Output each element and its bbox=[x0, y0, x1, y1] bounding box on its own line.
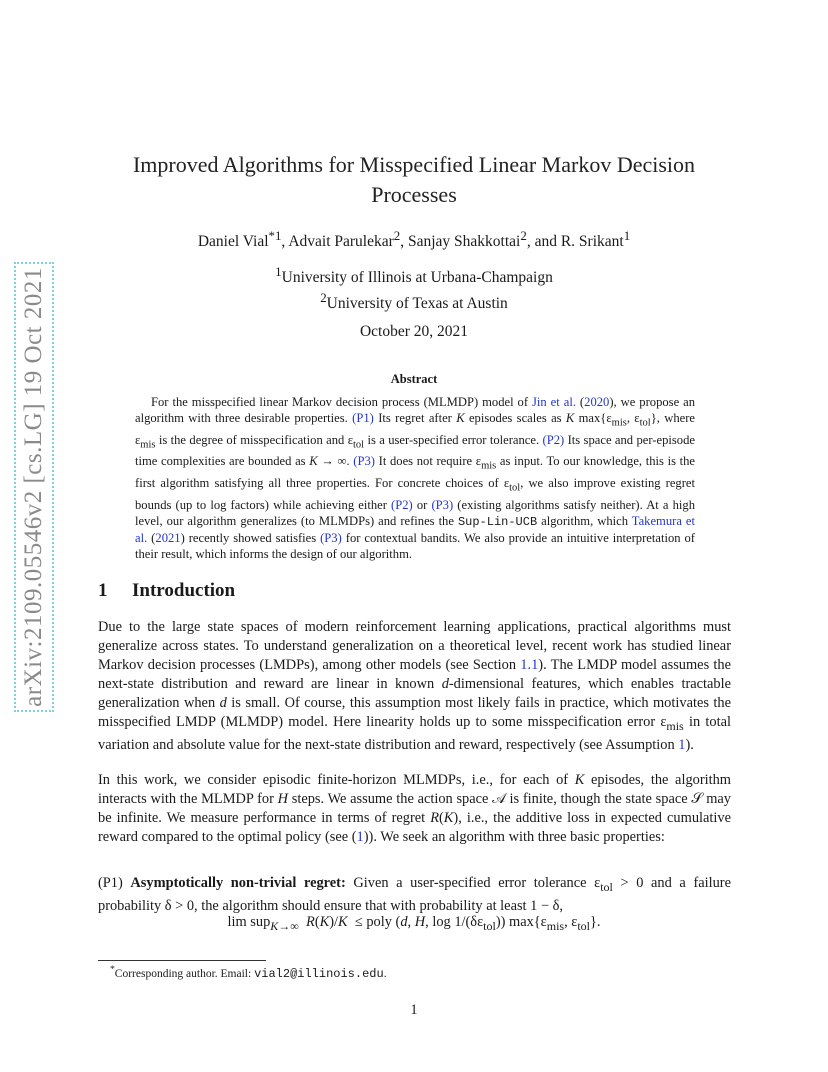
abstract-heading: Abstract bbox=[390, 372, 438, 386]
arxiv-side-stamp bbox=[14, 262, 54, 712]
footnote: *Corresponding author. Email: vial2@illinois.edu. bbox=[110, 964, 387, 981]
arxiv-identifier: arXiv:2109.05546v2 [cs.LG] 19 Oct 2021 bbox=[20, 267, 47, 707]
citation-link[interactable]: Jin et al. bbox=[532, 395, 576, 409]
footnote-rule bbox=[98, 960, 266, 961]
email-link[interactable]: vial2@illinois.edu bbox=[254, 966, 384, 981]
property-p1-paragraph: (P1) Asymptotically non-trivial regret: Given a user-specified error tolerance $\varepsilon_{tol} > 0$ and a failure probability δ > 0, the algorithm should ensure that with probability at least 1 − δ, bbox=[98, 875, 731, 914]
property-p2-link[interactable]: (P2) bbox=[391, 497, 413, 512]
abstract-body: For the misspecified linear Markov decision process (MLMDP) model of Jin et al. (2020), we propose an algorithm with three desirable properties. (P1) Its regret after K episodes scales as K $\max\{\varepsilon_{mis}$, $\varepsilon_{tol}$}, where $\varepsilon_{mis}$ is the degree of misspecification and $\varepsilon_{tol}$ is a user-specified error tolerance. (P2) Its space and per-episode time complexities are bounded as K → ∞. (P3) It does not require $\varepsilon_{mis}$ as input. To our knowledge, this is the first algorithm satisfying all three properties. For concrete choices of $\varepsilon_{tol}$, we also improve existing regret bounds (up to log factors) while achieving either (P2) or (P3) (existing algorithms satisfy neither). At a high level, our algorithm generalizes (to MLMDPs) and refines the Sup-Lin-UCB algorithm, which Takemura et al. (2021) recently showed satisfies (P3) for contextual bandits. We also provide an intuitive interpretation of their result, which informs the design of our algorithm. bbox=[135, 395, 696, 561]
assumption-ref-link[interactable]: 1 bbox=[678, 737, 686, 754]
intro-paragraph-1: Due to the large state spaces of modern reinforcement learning applications, practical algorithms must generalize across states. To understand generalization on a theoretical level, recent work has studied linear Markov decision processes (LMDPs), among other models (see Section 1.1). The LMDP model assumes the next-state distribution and reward are linear in known d-dimensional features, which enables tractable generalization when d is small. Of course, this assumption most likely fails in practice, which motivates the misspecified LMDP (MLMDP) model. Here linearity holds up to some misspecification error $\varepsilon_{mis}$ in total variation and absolute value for the next-state distribution and reward, respectively (see Assumption 1). bbox=[98, 619, 731, 754]
citation-year-link[interactable]: 2020 bbox=[584, 395, 610, 409]
affiliation-1: $^1$University of Illinois at Urbana-Champaign bbox=[275, 264, 553, 287]
property-p3-link[interactable]: (P3) bbox=[431, 497, 454, 512]
intro-paragraph-2: In this work, we consider episodic finite-horizon MLMDPs, i.e., for each of K episodes, the algorithm interacts with the MLMDP for H steps. We assume the action space 𝒜 is finite, though the state space 𝒮 may be infinite. We measure performance in terms of regret R(K), i.e., the additive loss in expected cumulative reward compared to the optimal policy (see (1)). We seek an algorithm with three basic properties: bbox=[98, 772, 732, 846]
property-p1-link[interactable]: (P1) bbox=[352, 411, 374, 426]
section-number: 1 bbox=[98, 580, 108, 601]
property-p2-link[interactable]: (P2) bbox=[542, 432, 565, 447]
affiliation-2: $^2$University of Texas at Austin bbox=[320, 290, 508, 313]
property-p3-link[interactable]: (P3) bbox=[320, 530, 342, 545]
section-ref-link[interactable]: 1.1 bbox=[520, 657, 539, 674]
paper-title: Improved Algorithms for Misspecified Linear Markov Decision Processes bbox=[132, 152, 696, 207]
citation-link[interactable]: Takemura et al. bbox=[135, 513, 695, 545]
property-p3-link[interactable]: (P3) bbox=[353, 454, 375, 469]
section-heading bbox=[98, 580, 235, 602]
paper-date: October 20, 2021 bbox=[359, 323, 469, 340]
author-list: Daniel Vial$^{*1}$, Advait Parulekar$^2$, Sanjay Shakkottai$^2$, and R. Srikant$^1$ bbox=[197, 228, 631, 251]
regret-equation: lim sup$_{K\to\infty}$ R(K)/K ≤ poly (d, H, $\log 1/(\delta\varepsilon_{tol})$) $\max\{\varepsilon_{mis}$, $\varepsilon_{tol}$}. bbox=[227, 914, 601, 933]
section-title: Introduction bbox=[132, 580, 236, 601]
affiliations bbox=[100, 262, 728, 314]
page-number: 1 bbox=[410, 1002, 418, 1018]
equation-ref-link[interactable]: 1 bbox=[356, 829, 364, 846]
citation-year-link[interactable]: 2021 bbox=[155, 530, 181, 545]
